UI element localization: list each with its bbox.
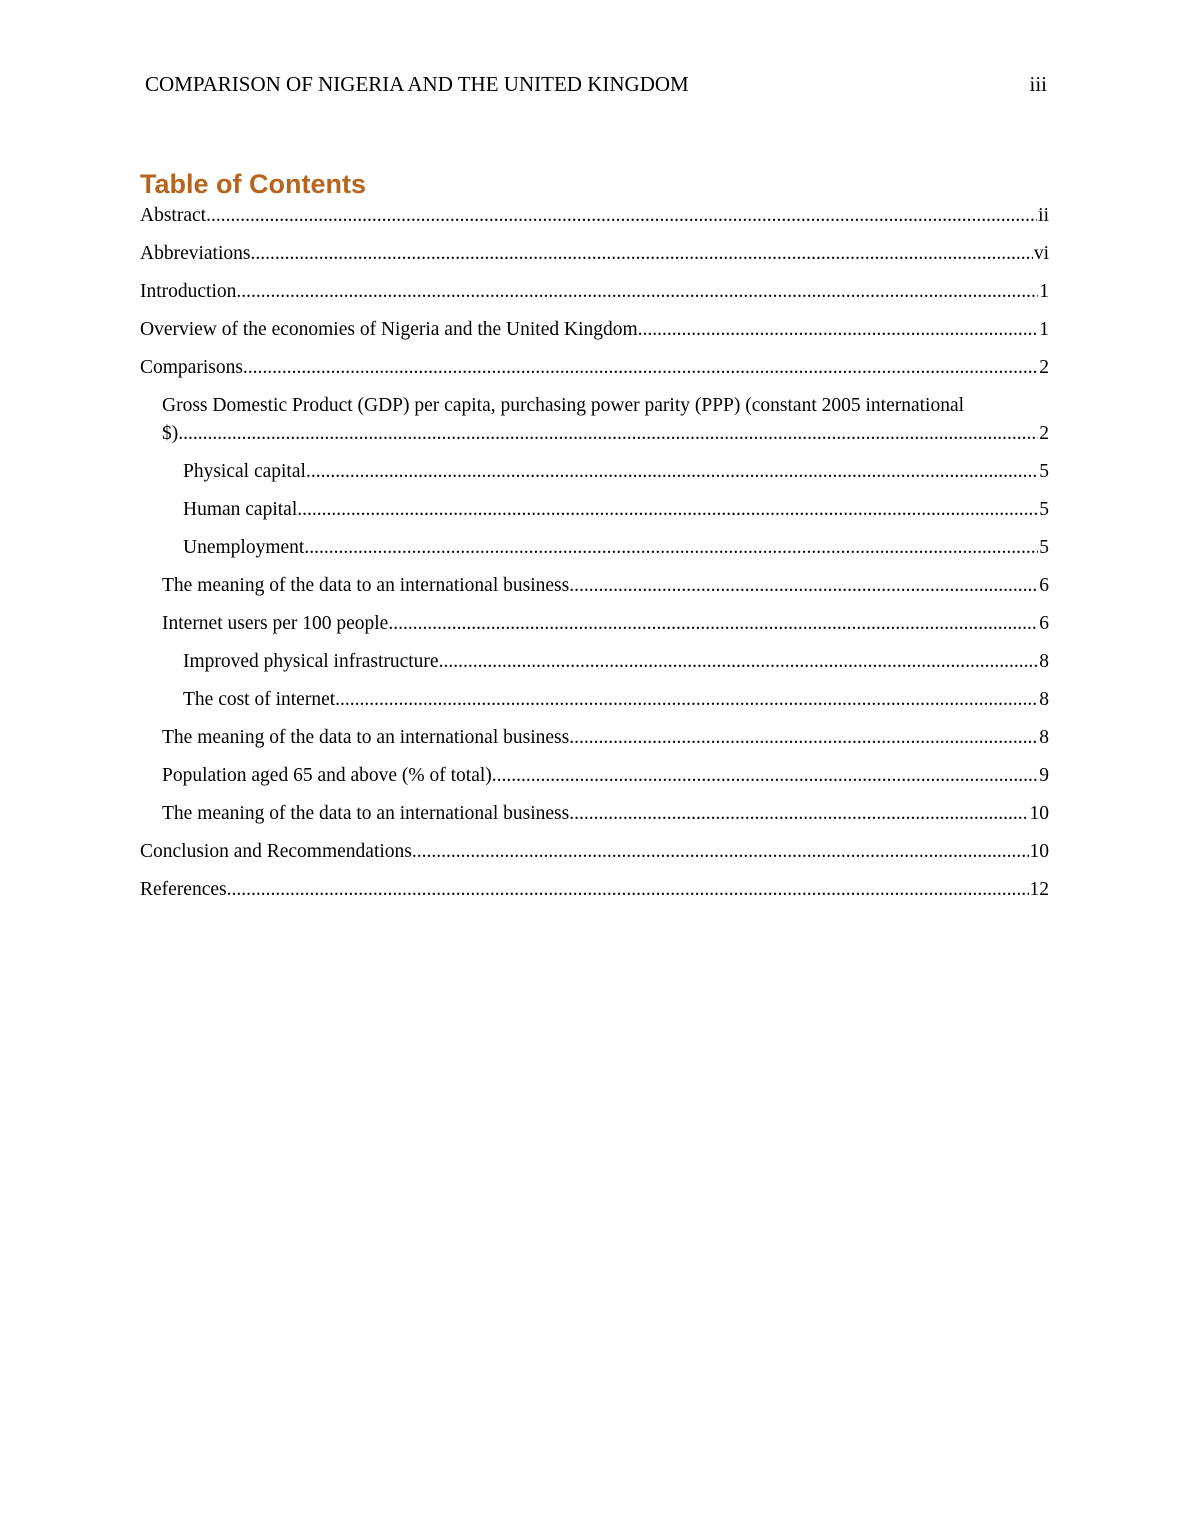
toc-entry-unemployment[interactable] <box>140 534 1049 562</box>
toc-entry-text: $) <box>162 423 179 444</box>
dot-leader <box>569 724 1038 752</box>
dot-leader <box>297 496 1038 524</box>
toc-entry-page: 1 <box>1039 281 1049 302</box>
dot-leader <box>306 458 1038 486</box>
toc-entry-text: Overview of the economies of Nigeria and the United Kingdom <box>140 319 638 340</box>
toc-entry-page: 9 <box>1039 765 1049 786</box>
toc-entry-text: Population aged 65 and above (% of total) <box>162 765 492 786</box>
toc-entry-page: 5 <box>1039 499 1049 520</box>
toc-entry-page: 8 <box>1039 651 1049 672</box>
toc-entry-text: Abbreviations <box>140 243 251 264</box>
dot-leader <box>335 686 1038 714</box>
toc-entry-page: ii <box>1038 205 1049 226</box>
toc-entry-text: The meaning of the data to an international business <box>162 575 570 596</box>
dot-leader <box>492 762 1038 790</box>
toc-entry-text: Internet users per 100 people <box>162 613 389 634</box>
toc-entry-page: vi <box>1033 243 1049 264</box>
toc-entry-population-65[interactable] <box>140 762 1049 790</box>
dot-leader <box>304 534 1038 562</box>
dot-leader <box>569 800 1028 828</box>
toc-entry-comparisons[interactable] <box>140 354 1049 382</box>
toc-entry-human-capital[interactable] <box>140 496 1049 524</box>
page-number: iii <box>1029 72 1047 96</box>
toc-entry-meaning-of-data[interactable] <box>140 572 1049 600</box>
table-of-contents <box>140 202 1049 914</box>
toc-title: Table of Contents <box>140 169 366 199</box>
running-title: COMPARISON OF NIGERIA AND THE UNITED KINGDOM <box>145 72 689 96</box>
toc-entry-text: Conclusion and Recommendations <box>140 841 412 862</box>
dot-leader <box>236 278 1038 306</box>
toc-entry-abbreviations[interactable] <box>140 240 1049 268</box>
toc-entry-page: 5 <box>1039 537 1049 558</box>
toc-entry-text: Improved physical infrastructure <box>183 651 439 672</box>
toc-entry-text: Introduction <box>140 281 237 302</box>
dot-leader <box>206 202 1037 230</box>
dot-leader <box>638 316 1039 344</box>
toc-entry-page: 8 <box>1039 689 1049 710</box>
toc-entry-page: 2 <box>1039 357 1049 378</box>
toc-entry-text: Abstract <box>140 205 207 226</box>
dot-leader <box>569 572 1038 600</box>
toc-entry-text: References <box>140 879 227 900</box>
running-head <box>145 70 1047 98</box>
toc-entry-gdp-per-capita[interactable] <box>140 392 1049 448</box>
toc-entry-page: 1 <box>1039 319 1049 340</box>
toc-entry-overview[interactable] <box>140 316 1049 344</box>
toc-entry-page: 10 <box>1029 803 1049 824</box>
toc-entry-text: Comparisons <box>140 357 243 378</box>
toc-entry-text: The cost of internet <box>183 689 336 710</box>
toc-entry-text: Human capital <box>183 499 298 520</box>
dot-leader <box>412 838 1029 866</box>
dot-leader <box>243 354 1038 382</box>
dot-leader <box>439 648 1039 676</box>
toc-entry-meaning-of-data[interactable] <box>140 800 1049 828</box>
toc-entry-references[interactable] <box>140 876 1049 904</box>
toc-entry-page: 6 <box>1039 575 1049 596</box>
toc-entry-page: 8 <box>1039 727 1049 748</box>
toc-entry-text-line1: Gross Domestic Product (GDP) per capita, purchasing power parity (PPP) (constant 2005 international <box>162 395 965 416</box>
dot-leader <box>388 610 1038 638</box>
toc-entry-conclusion[interactable] <box>140 838 1049 866</box>
dot-leader <box>250 240 1032 268</box>
toc-entry-abstract[interactable] <box>140 202 1049 230</box>
toc-entry-improved-infrastructure[interactable] <box>140 648 1049 676</box>
toc-entry-text: The meaning of the data to an international business <box>162 803 570 824</box>
toc-entry-introduction[interactable] <box>140 278 1049 306</box>
toc-entry-meaning-of-data[interactable] <box>140 724 1049 752</box>
toc-entry-text: The meaning of the data to an international business <box>162 727 570 748</box>
dot-leader <box>227 876 1029 904</box>
dot-leader <box>178 420 1038 448</box>
toc-entry-physical-capital[interactable] <box>140 458 1049 486</box>
toc-entry-internet-users[interactable] <box>140 610 1049 638</box>
toc-entry-page: 12 <box>1029 879 1049 900</box>
toc-entry-page: 10 <box>1029 841 1049 862</box>
toc-entry-text: Unemployment <box>183 537 305 558</box>
toc-entry-cost-of-internet[interactable] <box>140 686 1049 714</box>
toc-entry-page: 6 <box>1039 613 1049 634</box>
toc-entry-text: Physical capital <box>183 461 306 482</box>
toc-entry-page: 5 <box>1039 461 1049 482</box>
toc-entry-page: 2 <box>1039 423 1049 444</box>
